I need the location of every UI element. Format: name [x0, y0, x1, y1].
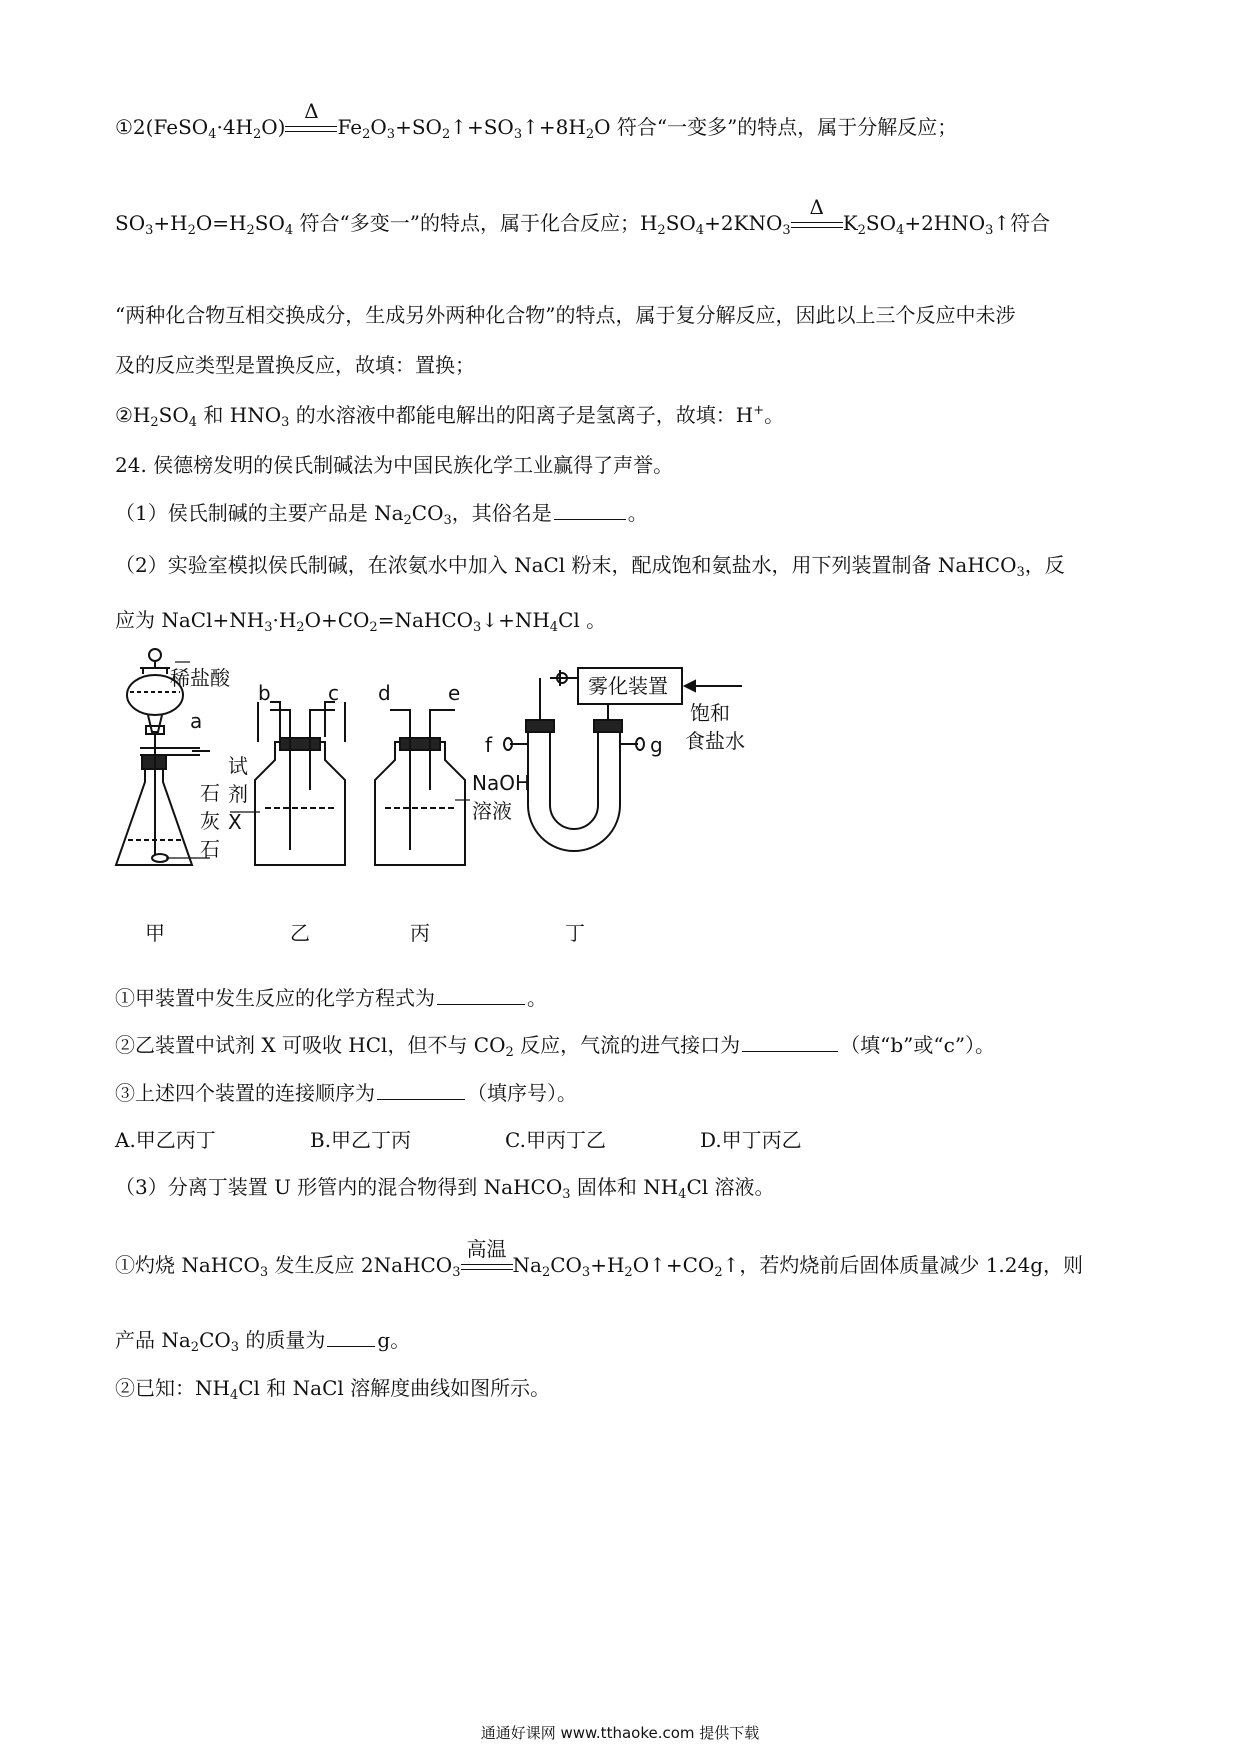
- label-ding: 丁: [565, 921, 585, 945]
- option-d[interactable]: D.甲丁丙乙: [700, 1128, 802, 1152]
- option-b[interactable]: B.甲乙丁丙: [310, 1128, 412, 1152]
- label-a: a: [190, 709, 203, 733]
- label-jia: 甲: [145, 921, 165, 945]
- label-atomizer: 雾化装置: [588, 674, 668, 698]
- heating-condition: Δ: [791, 214, 843, 236]
- label-b: b: [258, 681, 271, 705]
- high-temp-condition: 高温: [461, 1256, 513, 1278]
- label-bing: 丙: [410, 921, 430, 945]
- mass-question: 产品 $Na_2CO_3$ 的质量为 g。: [115, 1328, 411, 1355]
- label-c: c: [328, 681, 339, 705]
- apparatus-diagram: [110, 640, 870, 955]
- label-yi: 乙: [290, 921, 310, 945]
- answer-blank[interactable]: [437, 984, 525, 1005]
- option-a[interactable]: A.甲乙丙丁: [115, 1128, 216, 1152]
- apparatus-bing: [375, 702, 470, 865]
- question-24-title: 24. 侯德榜发明的侯氏制碱法为中国民族化学工业赢得了声誉。: [115, 453, 674, 477]
- question-24-part-2: （2）实验室模拟侯氏制碱，在浓氨水中加入 NaCl 粉末，配成饱和氨盐水，用下列装置制备 NaHCO$_3$，反: [115, 553, 1065, 580]
- label-e: e: [448, 681, 461, 705]
- label-limestone-3: 石: [200, 837, 220, 861]
- label-brine: 食盐水: [685, 729, 745, 753]
- label-limestone-1: 石: [200, 781, 220, 805]
- label-naoh: NaOH: [472, 771, 530, 795]
- label-solution: 溶液: [472, 799, 512, 823]
- subquestion-1: ①甲装置中发生反应的化学方程式为 。: [115, 986, 547, 1010]
- question-24-part-1: （1）侯氏制碱的主要产品是 $Na_2CO_3$，其俗名是 。: [115, 501, 648, 528]
- label-limestone-2: 灰: [200, 809, 220, 833]
- label-reagent-2: 剂: [228, 782, 248, 806]
- label-dilute-hcl: 稀盐酸: [170, 666, 230, 690]
- answer-blank[interactable]: [377, 1079, 465, 1100]
- heating-condition: Δ: [285, 118, 337, 140]
- subquestion-2: ②乙装置中试剂 X 可吸收 HCl，但不与 $CO_2$ 反应，气流的进气接口为 （填“b”或“c”）。: [115, 1033, 996, 1060]
- text-line-4: 及的反应类型是置换反应，故填：置换；: [115, 353, 475, 377]
- text-line-5: $②H_2SO_4$ 和 $HNO_3$ 的水溶液中都能电解出的阳离子是氢离子，故填：H+。: [115, 403, 785, 430]
- answer-blank[interactable]: [554, 499, 626, 520]
- label-g: g: [650, 733, 663, 757]
- text-line-3: “两种化合物互相交换成分，生成另外两种化合物”的特点，属于复分解反应，因此以上三个反应中未涉: [115, 303, 1016, 327]
- equation-line-2: $SO_3+H_2O=H_2SO_4$ 符合“多变一”的特点，属于化合反应；$H_2SO_4+2KNO_3$ Δ $K_2SO_4+2HNO_3↑$符合: [115, 194, 1051, 238]
- answer-blank[interactable]: [327, 1326, 375, 1347]
- subquestion-3: ③上述四个装置的连接顺序为 （填序号）。: [115, 1081, 577, 1105]
- calcination-equation: ①灼烧 NaHCO$_3$ 发生反应 2NaHCO$_3$ 高温 $Na_2CO_3+H_2O↑+CO_2↑$，若灼烧前后固体质量减少 1.24g，则: [115, 1236, 1084, 1280]
- label-d: d: [378, 681, 391, 705]
- label-reagent-x: X: [228, 810, 242, 834]
- equation-line-1: $①2(FeSO_4\cdot 4H_2O)$ Δ $Fe_2O_3+SO_2↑+SO_3↑+8H_2O$ 符合“一变多”的特点，属于分解反应；: [115, 98, 958, 142]
- solubility-note: ②已知：$NH_4Cl$ 和 NaCl 溶解度曲线如图所示。: [115, 1376, 551, 1403]
- answer-blank[interactable]: [742, 1031, 838, 1052]
- label-saturated: 饱和: [690, 701, 730, 725]
- options-row: [115, 1125, 895, 1155]
- question-24-part-3: （3）分离丁装置 U 形管内的混合物得到 NaHCO$_3$ 固体和 $NH_4Cl$ 溶液。: [115, 1175, 775, 1202]
- label-reagent-1: 试: [228, 754, 248, 778]
- label-f: f: [485, 733, 493, 757]
- option-c[interactable]: C.甲丙丁乙: [505, 1128, 606, 1152]
- reaction-equation: 应为 $NaCl+NH_3\cdot H_2O+CO_2=NaHCO_3↓+NH_4Cl$ 。: [115, 608, 607, 635]
- page-footer: 通通好课网 www.tthaoke.com 提供下载: [480, 1724, 760, 1742]
